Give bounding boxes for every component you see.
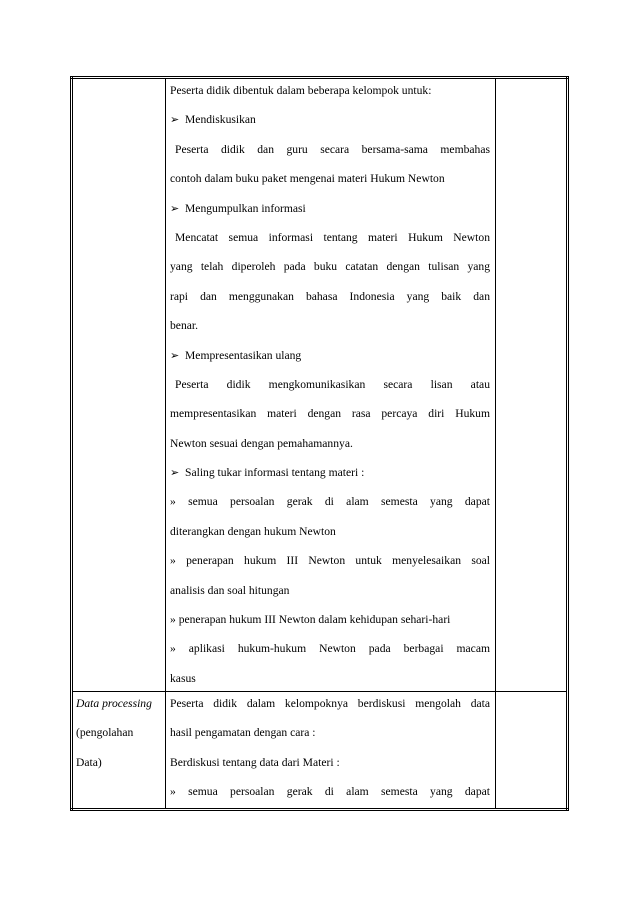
intro-text: Peserta didik dibentuk dalam beberapa kelompok untuk:: [170, 84, 432, 97]
paragraph-line: mempresentasikan materi dengan rasa percaya diri Hukum: [170, 407, 490, 421]
arrow-bullet-icon: ➢: [170, 348, 180, 362]
stage-subtitle: Data): [76, 755, 102, 769]
paragraph-line: benar.: [170, 319, 199, 333]
bullet-item: [170, 348, 490, 377]
stage-subtitle: (pengolahan: [76, 726, 134, 740]
paragraph-line: kasus: [170, 671, 196, 685]
paragraph-line: » penerapan hukum III Newton untuk menyelesaikan soal: [170, 554, 490, 568]
paragraph-line: » aplikasi hukum-hukum Newton pada berbagai macam: [170, 642, 490, 656]
stage-title: Data processing: [76, 696, 152, 710]
table-row: [72, 78, 568, 692]
paragraph-line: contoh dalam buku paket mengenai materi Hukum Newton: [170, 172, 445, 186]
paragraph-line: diterangkan dengan hukum Newton: [170, 524, 336, 538]
paragraph-line: analisis dan soal hitungan: [170, 583, 290, 597]
paragraph-line: Newton sesuai dengan pemahamannya.: [170, 436, 353, 450]
lesson-activity-table: [70, 76, 569, 811]
bullet-item: [170, 112, 490, 141]
bullet-title: Mengumpulkan informasi: [185, 201, 306, 215]
bullet-title: Saling tukar informasi tentang materi :: [185, 466, 365, 480]
paragraph-line: » penerapan hukum III Newton dalam kehidupan sehari-hari: [170, 613, 451, 627]
notes-cell: [496, 691, 568, 809]
bullet-item: [170, 465, 490, 494]
table-row: [72, 691, 568, 809]
paragraph-line: Peserta didik mengkomunikasikan secara lisan atau: [175, 377, 490, 391]
stage-cell-empty: [72, 78, 166, 692]
paragraph-line: rapi dan menggunakan bahasa Indonesia yang baik dan: [170, 289, 490, 303]
paragraph-line: hasil pengamatan dengan cara :: [170, 726, 316, 740]
arrow-bullet-icon: ➢: [170, 113, 180, 127]
paragraph-line: Peserta didik dan guru secara bersama-sama membahas: [175, 142, 490, 156]
paragraph-line: Berdiskusi tentang data dari Materi :: [170, 755, 340, 769]
stage-cell: [72, 691, 166, 809]
paragraph-line: Mencatat semua informasi tentang materi Hukum Newton: [175, 230, 490, 244]
arrow-bullet-icon: ➢: [170, 466, 180, 480]
paragraph-line: yang telah diperoleh pada buku catatan dengan tulisan yang: [170, 260, 490, 274]
paragraph-line: Peserta didik dalam kelompoknya berdiskusi mengolah data: [170, 696, 490, 710]
paragraph-line: » semua persoalan gerak di alam semesta yang dapat: [170, 784, 490, 798]
activity-cell: [166, 78, 496, 692]
arrow-bullet-icon: ➢: [170, 201, 180, 215]
activity-cell: [166, 691, 496, 809]
bullet-title: Mempresentasikan ulang: [185, 348, 302, 362]
bullet-item: [170, 201, 490, 230]
notes-cell: [496, 78, 568, 692]
bullet-title: Mendiskusikan: [185, 113, 256, 127]
paragraph-line: » semua persoalan gerak di alam semesta yang dapat: [170, 495, 490, 509]
